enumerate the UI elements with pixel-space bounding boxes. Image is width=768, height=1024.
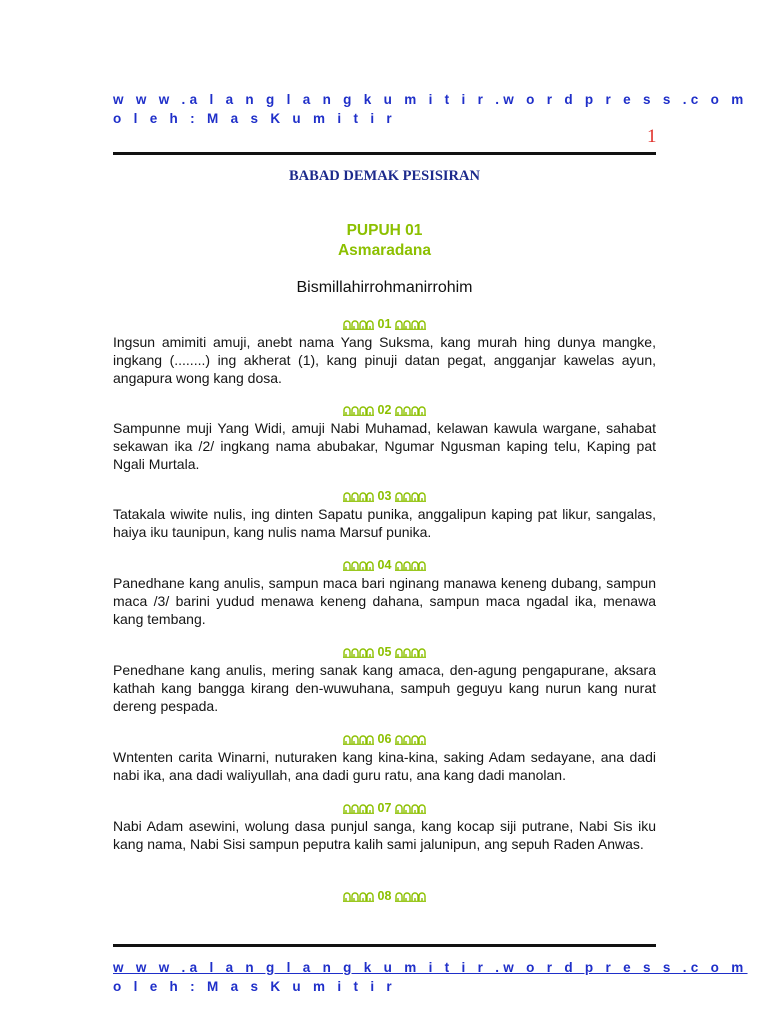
ornament-icon (343, 404, 374, 416)
ornament-icon (395, 490, 426, 502)
ornament-icon (343, 490, 374, 502)
verse-heading-05 (113, 643, 656, 661)
ornament-icon (395, 318, 426, 330)
verse-heading-03 (113, 487, 656, 505)
header-rule (113, 152, 656, 155)
verse-text-01: Ingsun amimiti amuji, anebt nama Yang Suksma, kang murah hing dunya mangke, ingkang (........) ing akherat (1), kang pinuji datan pegat, angganjar kawelas ayun, angapura wong kang dosa. (113, 334, 656, 386)
ornament-icon (343, 646, 374, 658)
header-website-link[interactable]: w w w .a l a n g l a n g k u m i t i r .w o r d p r e s s .c o m (113, 92, 748, 107)
ornament-icon (343, 733, 374, 745)
header-author: o l e h : M a s K u m i t i r (113, 111, 396, 126)
verse-text-03: Tatakala wiwite nulis, ing dinten Sapatu punika, anggalipun kaping pat likur, sangalas, haiya iku taunipun, kang nulis nama Marsuf punika. (113, 506, 656, 540)
verse-heading-06 (113, 730, 656, 748)
verse-number: 03 (377, 489, 392, 503)
verse-number: 05 (377, 645, 392, 659)
ornament-icon (395, 646, 426, 658)
verse-number: 02 (377, 403, 392, 417)
ornament-icon (343, 890, 374, 902)
ornament-icon (395, 890, 426, 902)
opening-line: Bismillahirrohmanirrohim (296, 279, 473, 296)
ornament-icon (343, 318, 374, 330)
pupuh-name: Asmaradana (337, 242, 432, 259)
verse-number: 01 (377, 317, 392, 331)
verse-text-05: Penedhane kang anulis, mering sanak kang amaca, den-agung pengapurane, aksara kathah kang bangga kirang den-wuwuhana, sampuh geguyu kang nurun kang nurat dereng pespada. (113, 662, 656, 714)
verse-number: 06 (377, 732, 392, 746)
footer-website-link[interactable]: w w w .a l a n g l a n g k u m i t i r .w o r d p r e s s .c o m (113, 960, 748, 975)
footer-author: o l e h : M a s K u m i t i r (113, 979, 396, 994)
verse-text-04: Panedhane kang anulis, sampun maca bari nginang manawa keneng dubang, sampun maca /3/ barini yudud menawa keneng dahana, sampun maca ngadal ika, menawa kang tembang. (113, 575, 656, 627)
verse-number: 07 (377, 801, 392, 815)
verse-heading-01 (113, 315, 656, 333)
verse-text-02: Sampunne muji Yang Widi, amuji Nabi Muhamad, kelawan kawula wargane, sahabat sekawan ika /2/ ingkang nama abubakar, Ngumar Ngusman kaping telu, Kaping pat Ngali Murtala. (113, 420, 656, 472)
verse-number: 08 (377, 889, 392, 903)
verse-text-07: Nabi Adam asewini, wolung dasa punjul sanga, kang kocap siji putrane, Nabi Sis iku kang nama, Nabi Sisi sampun peputra kalih sami jalunipun, ang sepuh Raden Anwas. (113, 818, 656, 852)
ornament-icon (395, 802, 426, 814)
verse-heading-08 (113, 887, 656, 905)
verse-text-06: Wntenten carita Winarni, nuturaken kang kina-kina, saking Adam sedayane, ana dadi nabi ika, ana dadi waliyullah, ana dadi guru ratu, ana kang dadi manolan. (113, 749, 656, 783)
page-number: 1 (647, 126, 657, 147)
pupuh-number: PUPUH 01 (346, 222, 423, 239)
ornament-icon (395, 404, 426, 416)
document-title: BABAD DEMAK PESISIRAN (289, 168, 480, 184)
verse-heading-07 (113, 799, 656, 817)
ornament-icon (395, 733, 426, 745)
verse-heading-04 (113, 556, 656, 574)
ornament-icon (343, 802, 374, 814)
footer-rule (113, 944, 656, 947)
verse-number: 04 (377, 558, 392, 572)
verse-heading-02 (113, 401, 656, 419)
ornament-icon (395, 559, 426, 571)
ornament-icon (343, 559, 374, 571)
